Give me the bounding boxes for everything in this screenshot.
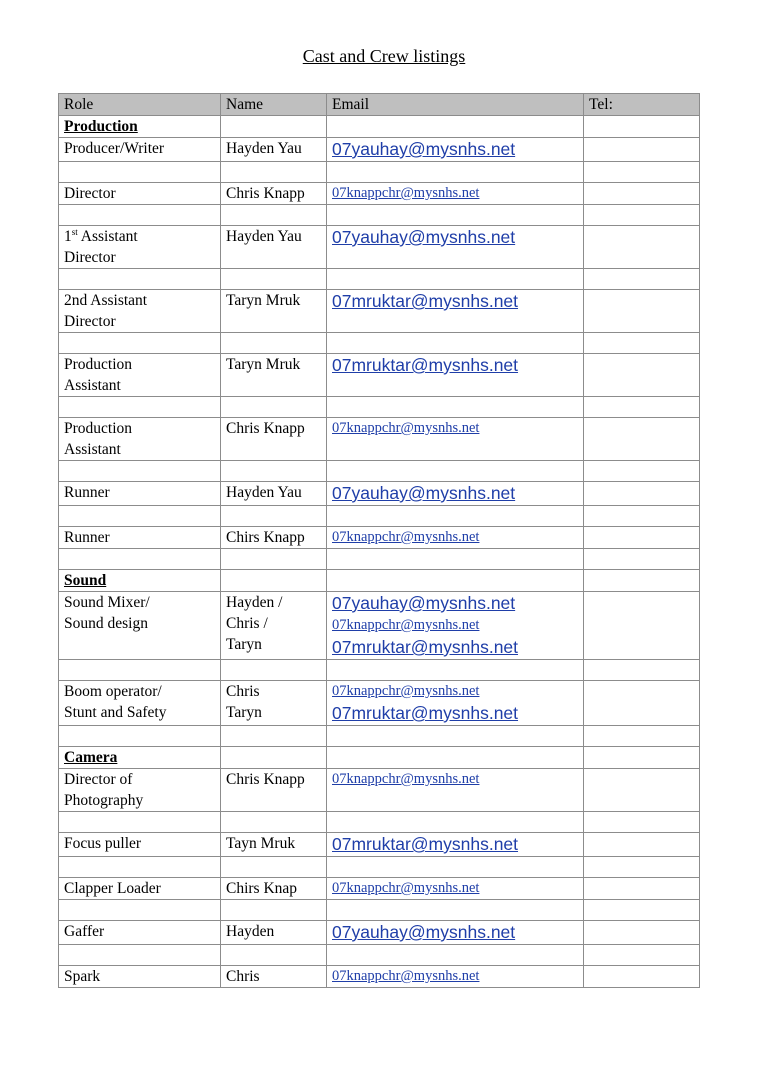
email-link[interactable]: 07knappchr@mysnhs.net xyxy=(332,185,480,201)
email-link[interactable]: 07knappchr@mysnhs.net xyxy=(332,771,480,787)
name: Hayden xyxy=(226,923,275,940)
table-row xyxy=(59,354,700,397)
section-row xyxy=(59,116,700,138)
name: Chris / xyxy=(226,615,268,632)
role: Boom operator/ xyxy=(64,683,162,700)
tel-cell xyxy=(584,592,700,660)
role: Stunt and Safety xyxy=(64,704,167,721)
table-row xyxy=(59,482,700,506)
name: Hayden Yau xyxy=(226,140,302,157)
name: Taryn Mruk xyxy=(226,292,301,309)
role: Sound Mixer/ xyxy=(64,594,150,611)
role: 2nd Assistant xyxy=(64,292,148,309)
name: Tayn Mruk xyxy=(226,835,296,852)
table-row xyxy=(59,921,700,945)
email-link[interactable]: 07knappchr@mysnhs.net xyxy=(332,529,480,545)
name: Chris xyxy=(226,968,260,985)
tel-cell xyxy=(584,290,700,333)
role-first-assistant: 1st Assistant xyxy=(64,226,138,245)
name: Hayden Yau xyxy=(226,484,302,501)
role: Production xyxy=(64,356,133,373)
name: Chris xyxy=(226,683,260,700)
tel-cell xyxy=(584,681,700,726)
header-email: Email xyxy=(327,94,584,116)
tel-cell xyxy=(584,482,700,506)
role: Director xyxy=(64,249,116,266)
email-link[interactable]: 07knappchr@mysnhs.net xyxy=(332,880,480,896)
email-link[interactable]: 07yauhay@mysnhs.net xyxy=(332,139,516,159)
table-header-row xyxy=(59,94,700,116)
table-row xyxy=(59,290,700,333)
name: Hayden / xyxy=(226,594,283,611)
section-camera: Camera xyxy=(64,749,118,766)
name: Hayden Yau xyxy=(226,228,302,245)
role: Runner xyxy=(64,484,110,501)
table-row xyxy=(59,138,700,162)
header-name: Name xyxy=(221,94,327,116)
email-link[interactable]: 07knappchr@mysnhs.net xyxy=(332,968,480,984)
header-tel: Tel: xyxy=(584,94,700,116)
table-row xyxy=(59,592,700,660)
email-link[interactable]: 07knappchr@mysnhs.net xyxy=(332,420,480,436)
email-link[interactable]: 07yauhay@mysnhs.net xyxy=(332,593,516,613)
tel-cell xyxy=(584,921,700,945)
table-row xyxy=(59,769,700,812)
role: Assistant xyxy=(64,441,121,458)
tel-cell xyxy=(584,769,700,812)
email-link[interactable]: 07mruktar@mysnhs.net xyxy=(332,703,519,723)
table-row xyxy=(59,681,700,726)
page-title: Cast and Crew listings xyxy=(302,46,466,66)
name: Taryn Mruk xyxy=(226,356,301,373)
tel-cell xyxy=(584,966,700,988)
role: Gaffer xyxy=(64,923,105,940)
role: Runner xyxy=(64,529,110,546)
email-link[interactable]: 07mruktar@mysnhs.net xyxy=(332,355,519,375)
email-link[interactable]: 07mruktar@mysnhs.net xyxy=(332,834,519,854)
email-link[interactable]: 07yauhay@mysnhs.net xyxy=(332,483,516,503)
tel-cell xyxy=(584,527,700,549)
section-sound: Sound xyxy=(64,572,107,589)
role: Director xyxy=(64,185,116,202)
tel-cell xyxy=(584,226,700,269)
role: Spark xyxy=(64,968,101,985)
tel-cell xyxy=(584,354,700,397)
section-production: Production xyxy=(64,118,138,135)
section-row xyxy=(59,747,700,769)
table-row xyxy=(59,878,700,900)
crew-table xyxy=(58,93,700,988)
role: Production xyxy=(64,420,133,437)
name: Chris Knapp xyxy=(226,185,305,202)
role: Director xyxy=(64,313,116,330)
email-link[interactable]: 07yauhay@mysnhs.net xyxy=(332,922,516,942)
tel-cell xyxy=(584,138,700,162)
tel-cell xyxy=(584,878,700,900)
role: Director of xyxy=(64,771,133,788)
role: Focus puller xyxy=(64,835,142,852)
section-row xyxy=(59,570,700,592)
table-row xyxy=(59,833,700,857)
name: Chirs Knap xyxy=(226,880,298,897)
tel-cell xyxy=(584,833,700,857)
name: Taryn xyxy=(226,704,262,721)
table-row xyxy=(59,527,700,549)
role: Assistant xyxy=(64,377,121,394)
email-link[interactable]: 07knappchr@mysnhs.net xyxy=(332,617,480,633)
table-row xyxy=(59,418,700,461)
name: Chirs Knapp xyxy=(226,529,305,546)
email-link[interactable]: 07knappchr@mysnhs.net xyxy=(332,683,480,699)
name: Taryn xyxy=(226,636,262,653)
name: Chris Knapp xyxy=(226,420,305,437)
email-link[interactable]: 07yauhay@mysnhs.net xyxy=(332,227,516,247)
table-row xyxy=(59,966,700,988)
tel-cell xyxy=(584,183,700,205)
role: Photography xyxy=(64,792,144,809)
email-link[interactable]: 07mruktar@mysnhs.net xyxy=(332,291,519,311)
email-link[interactable]: 07mruktar@mysnhs.net xyxy=(332,637,519,657)
role: Sound design xyxy=(64,615,148,632)
tel-cell xyxy=(584,418,700,461)
name: Chris Knapp xyxy=(226,771,305,788)
table-row xyxy=(59,183,700,205)
table-row xyxy=(59,226,700,269)
role: Producer/Writer xyxy=(64,140,165,157)
header-role: Role xyxy=(59,94,221,116)
role: Clapper Loader xyxy=(64,880,161,897)
